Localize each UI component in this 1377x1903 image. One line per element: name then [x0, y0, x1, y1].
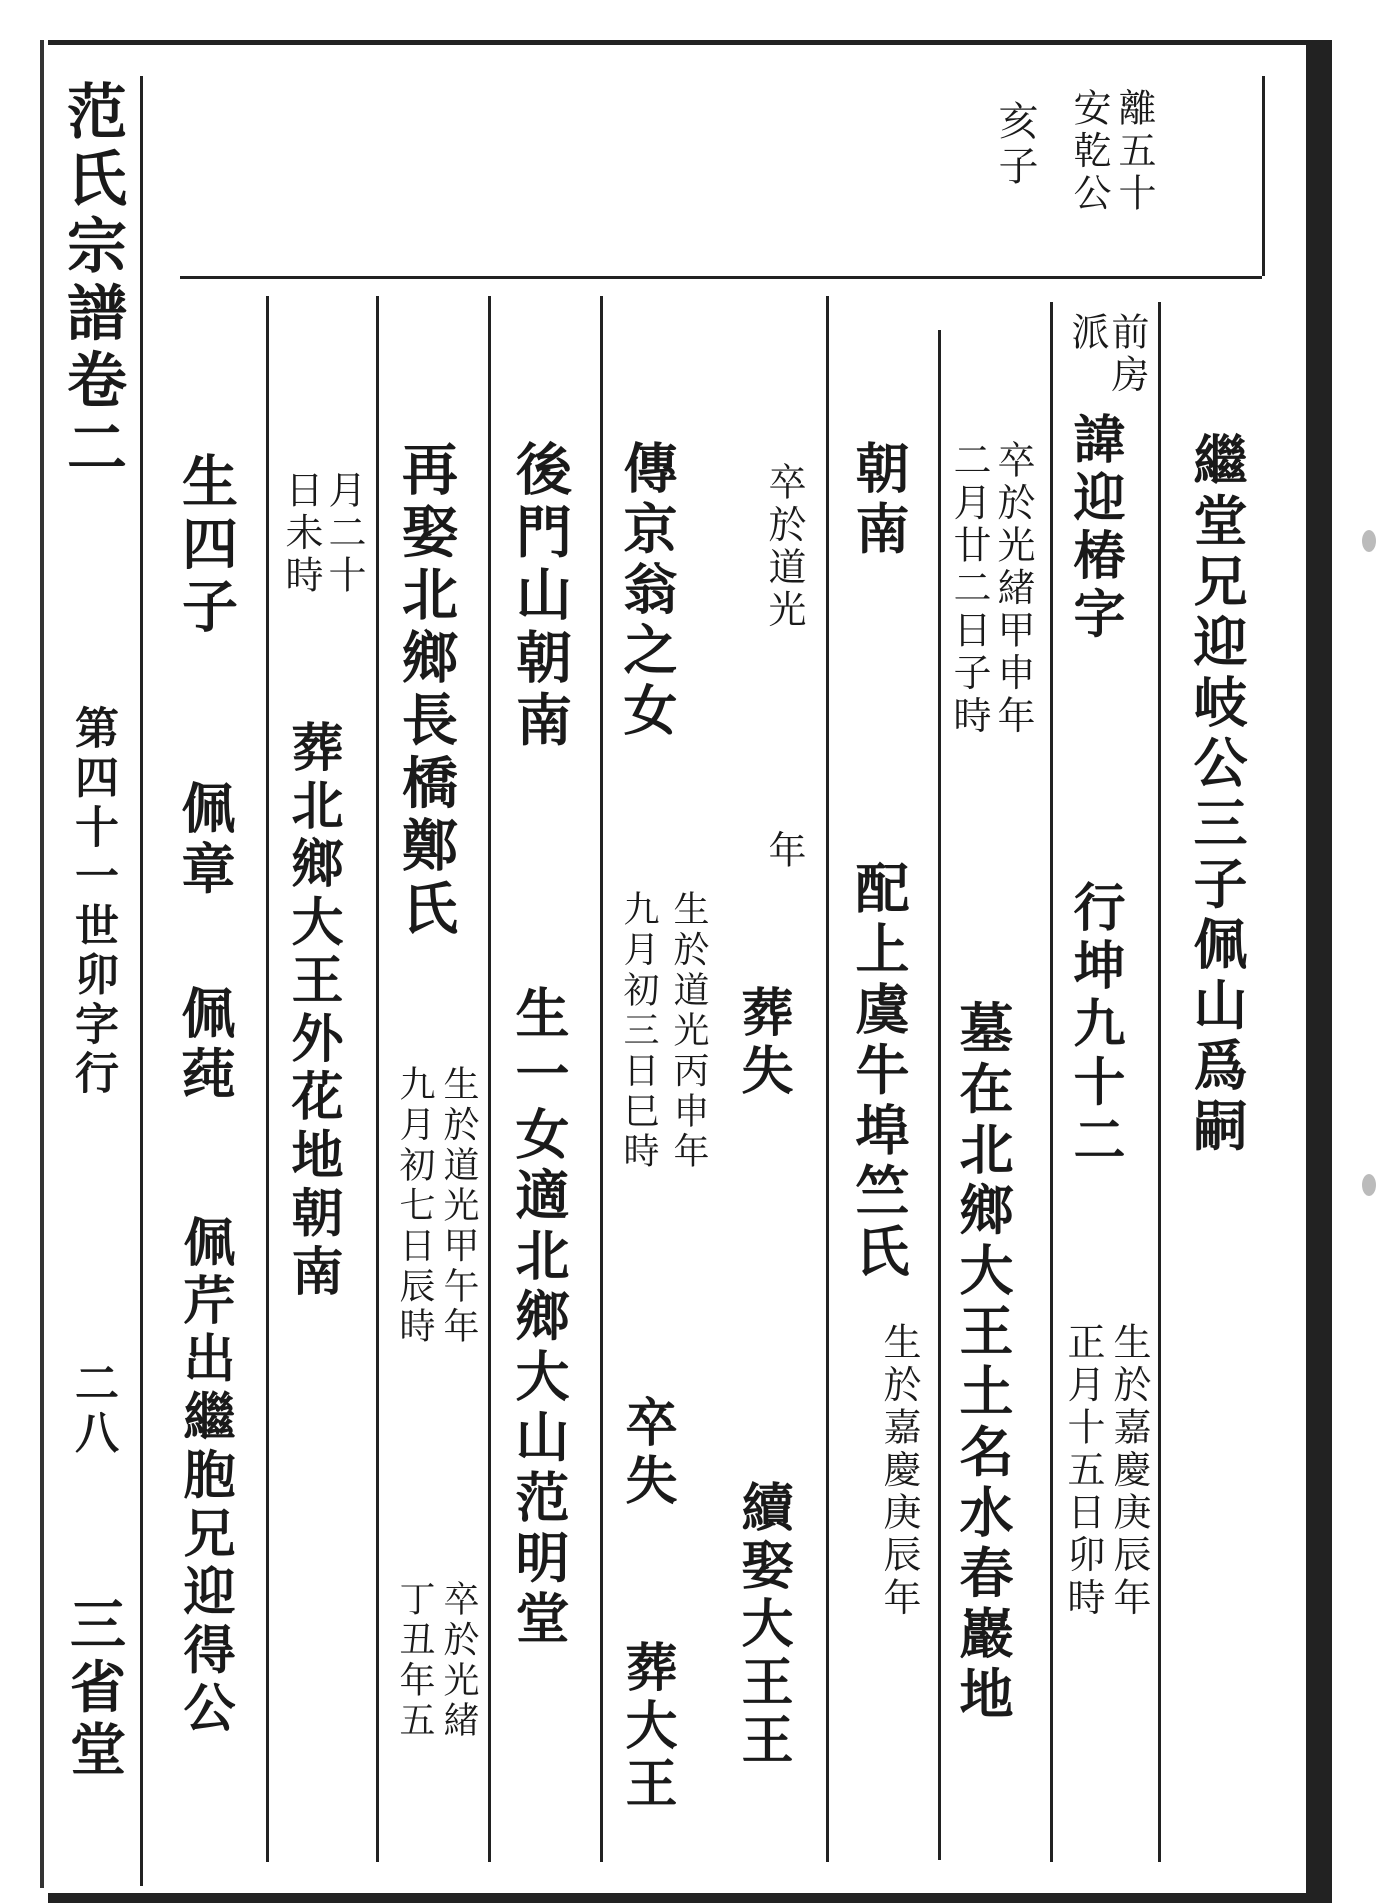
entry-c8d: 卒於光緒	[438, 1580, 479, 1742]
entry-c2e: 生於嘉慶庚辰年	[1107, 1322, 1151, 1620]
entry-c9c: 葬北鄉大王外花地朝南	[282, 720, 343, 1303]
col-rule-3	[938, 330, 941, 1860]
entry-c9a: 月二十	[322, 470, 366, 598]
col-rule-6	[488, 296, 491, 1862]
entry-c5b: 年	[762, 830, 806, 873]
entry-c3b: 二月廿二日子時	[947, 440, 991, 738]
entry-c10d: 佩芹出繼胞兄迎得公	[174, 1215, 235, 1740]
entry-c6d: 卒失	[616, 1395, 677, 1512]
inner-right-rule	[1262, 76, 1265, 276]
col-rule-7	[376, 296, 379, 1862]
entry-c4a: 朝南	[847, 440, 911, 561]
entry-c6c: 九月初三日巳時	[618, 890, 659, 1173]
entry-c2c: 諱迎椿字	[1064, 412, 1125, 645]
entry-c8b: 生於道光甲午年	[438, 1065, 479, 1348]
entry-c2f: 正月十五日卯時	[1061, 1322, 1105, 1620]
top-note-col1: 離五十	[1112, 88, 1156, 216]
entry-c10a: 生四子	[173, 452, 239, 641]
entry-c9b: 日未時	[279, 470, 323, 598]
inner-left-rule	[140, 76, 143, 1886]
entry-c10c: 佩莼	[173, 985, 237, 1106]
entry-c5c: 葬失	[732, 985, 793, 1102]
entry-c10b: 佩章	[173, 780, 237, 901]
top-note-col2: 亥子	[992, 100, 1038, 190]
entry-c8e: 丁丑年五	[394, 1580, 435, 1742]
margin-page-number: 二八	[67, 1360, 118, 1459]
top-section-divider	[180, 276, 1262, 279]
paper-speck	[1362, 1174, 1376, 1196]
entry-c3a: 卒於光緒甲申年	[991, 440, 1035, 738]
entry-c1: 繼堂兄迎岐公三子佩山爲嗣	[1185, 432, 1249, 1158]
entry-c8c: 九月初七日辰時	[394, 1065, 435, 1348]
margin-generation: 第四十一世卯字行	[67, 705, 118, 1100]
col-rule-5	[600, 296, 603, 1862]
entry-c2a: 前房	[1105, 312, 1149, 398]
margin-title: 范氏宗譜卷二	[57, 80, 127, 484]
entry-c7a: 後門山朝南	[507, 440, 573, 754]
col-rule-2	[1050, 302, 1053, 1862]
entry-c7b: 生一女適北鄉大山范明堂	[507, 985, 571, 1651]
top-note-col1b: 安乾公	[1067, 88, 1111, 216]
paper-speck	[1362, 530, 1376, 552]
entry-c6a: 傳京翁之女	[615, 440, 679, 743]
entry-c2b: 派	[1065, 312, 1109, 355]
margin-hall: 三省堂	[61, 1595, 127, 1784]
entry-c8a: 再娶北鄉長橋鄭氏	[393, 440, 459, 942]
entry-c4c: 生於嘉慶庚辰年	[877, 1322, 921, 1620]
entry-c6e: 葬大王	[616, 1640, 677, 1815]
entry-c5d: 續娶大王王	[732, 1480, 793, 1772]
col-rule-4	[826, 296, 829, 1862]
entry-c3c: 墓在北鄉大王土名水春巖地	[951, 1000, 1015, 1726]
col-rule-8	[266, 296, 269, 1862]
entry-c5a: 卒於道光	[762, 462, 806, 633]
col-rule-1	[1158, 302, 1161, 1862]
entry-c2d: 行坤九十二	[1064, 880, 1125, 1172]
entry-c6b: 生於道光丙申年	[668, 890, 709, 1173]
entry-c4b: 配上虞牛埠竺氏	[847, 860, 911, 1284]
